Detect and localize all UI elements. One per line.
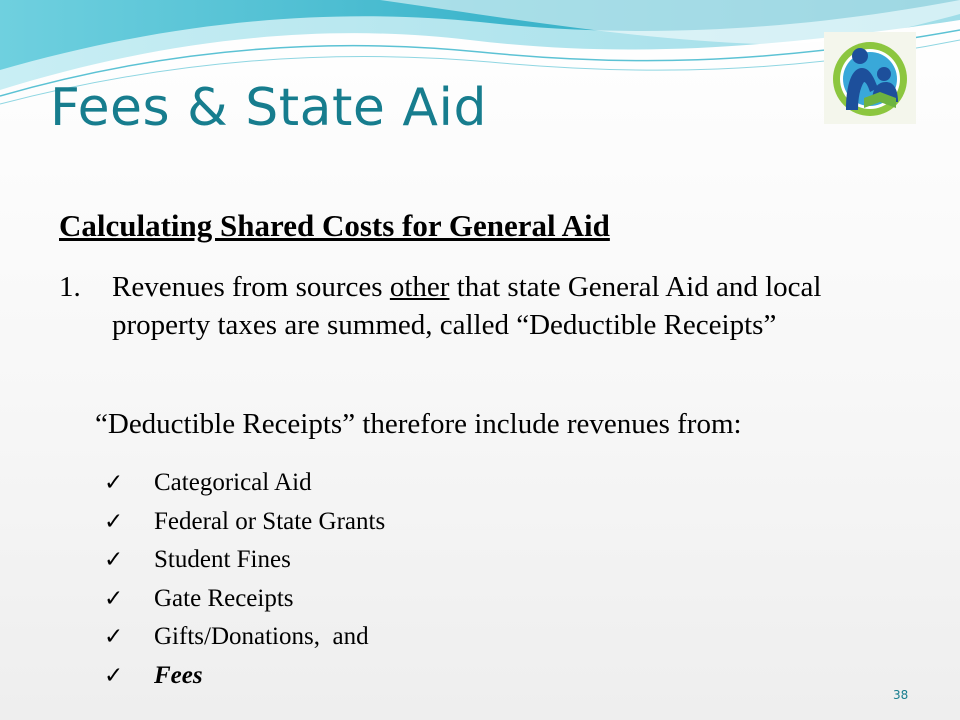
list-item: [104, 618, 385, 657]
checkmark-icon: ✓: [104, 547, 124, 573]
checkmark-icon: ✓: [104, 508, 124, 535]
list-item: [104, 541, 385, 580]
checkmark-icon: ✓: [104, 662, 124, 689]
list-item-label: Federal or State Grants: [154, 507, 386, 535]
checkmark-icon: ✓: [104, 585, 124, 612]
checkmark-icon: ✓: [104, 470, 124, 496]
list-item: [104, 503, 385, 542]
list-item: [104, 657, 385, 696]
list-item-label-fees: Fees: [154, 661, 203, 689]
list-item-label: Gate Receipts: [154, 584, 294, 612]
list-item-label: Gifts/Donations, and: [154, 623, 369, 650]
parent-child-reading-logo-icon: [824, 32, 916, 124]
list-item: [104, 464, 385, 503]
list-item-label: Categorical Aid: [154, 469, 312, 496]
item-number: 1.: [59, 271, 81, 303]
deductible-receipts-line: “Deductible Receipts” therefore include revenues from:: [95, 408, 742, 440]
revenue-checklist: [104, 464, 385, 695]
item-text-before: Revenues from sources: [112, 271, 390, 303]
list-item: [104, 580, 385, 619]
checkmark-icon: ✓: [104, 624, 124, 650]
item-text-after: that state General Aid and local property taxes are summed, called “Deductible Receipts”: [112, 271, 822, 341]
slide-title: Fees & State Aid: [50, 78, 487, 138]
item-text: [112, 268, 902, 344]
list-item-label: Student Fines: [154, 546, 291, 573]
page-number: 38: [893, 688, 909, 702]
section-heading: Calculating Shared Costs for General Aid: [59, 208, 610, 243]
item-text-underlined: other: [389, 271, 450, 303]
